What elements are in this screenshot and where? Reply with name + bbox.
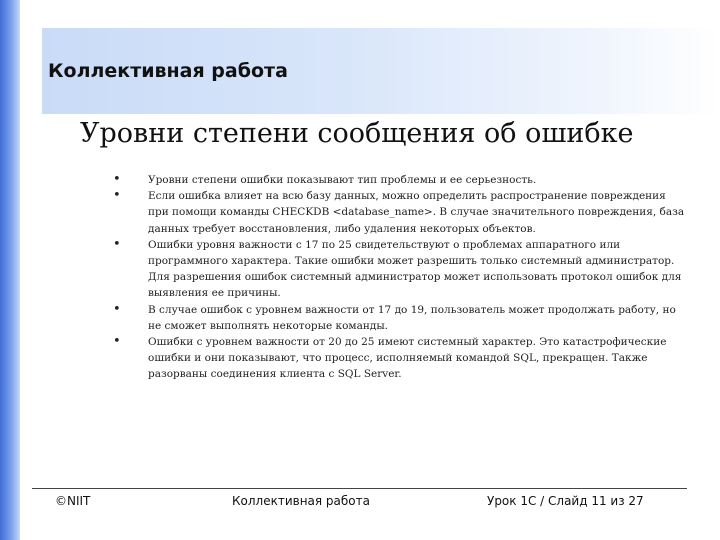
bullet-item [108,172,688,188]
footer-divider [32,488,687,489]
bullet-dot-icon: • [113,172,121,187]
footer-course-title: Коллективная работа [232,494,370,508]
bullet-text: Если ошибка влияет на всю базу данных, можно определить распространение повреждения при помощи команды CHECKDB <database_name>. В случае значительного повреждения, база данных требует восстановления, либо удаления некоторых объектов. [148,190,685,235]
footer-slide-info: Урок 1C / Слайд 11 из 27 [487,494,644,508]
bullet-text: В случае ошибок с уровнем важности от 17 до 19, пользователь может продолжать работу, но не сможет выполнять некоторые команды. [148,303,676,332]
bullet-dot-icon: • [113,236,121,252]
bullet-dot-icon: • [113,301,121,317]
bullet-item [108,334,688,383]
bullet-item [108,237,688,302]
bullet-text: Ошибки с уровнем важности от 20 до 25 имеют системный характер. Это катастрофические ошибки и они показывают, что процесс, исполняемый командой SQL, прекращен. Также разорваны соединения клиента с SQL Server. [148,336,667,381]
bullet-text: Уровни степени ошибки показывают тип проблемы и ее серьезность. [148,174,537,186]
bullet-dot-icon: • [113,334,121,350]
slide-heading: Уровни степени сообщения об ошибке [80,118,634,149]
section-title: Коллективная работа [48,60,288,82]
left-accent-bar [0,0,20,540]
footer-copyright: ©NIIT [55,494,91,508]
bullet-item [108,188,688,237]
bullet-dot-icon: • [113,188,121,204]
bullet-list [108,172,688,383]
bullet-item [108,302,688,334]
bullet-text: Ошибки уровня важности с 17 по 25 свидетельствуют о проблемах аппаратного или программного характера. Такие ошибки может разрешить только системный администратор. Для разрешения ошибок системный администратор может использовать протокол ошибок для выявления ее причины. [148,238,682,300]
